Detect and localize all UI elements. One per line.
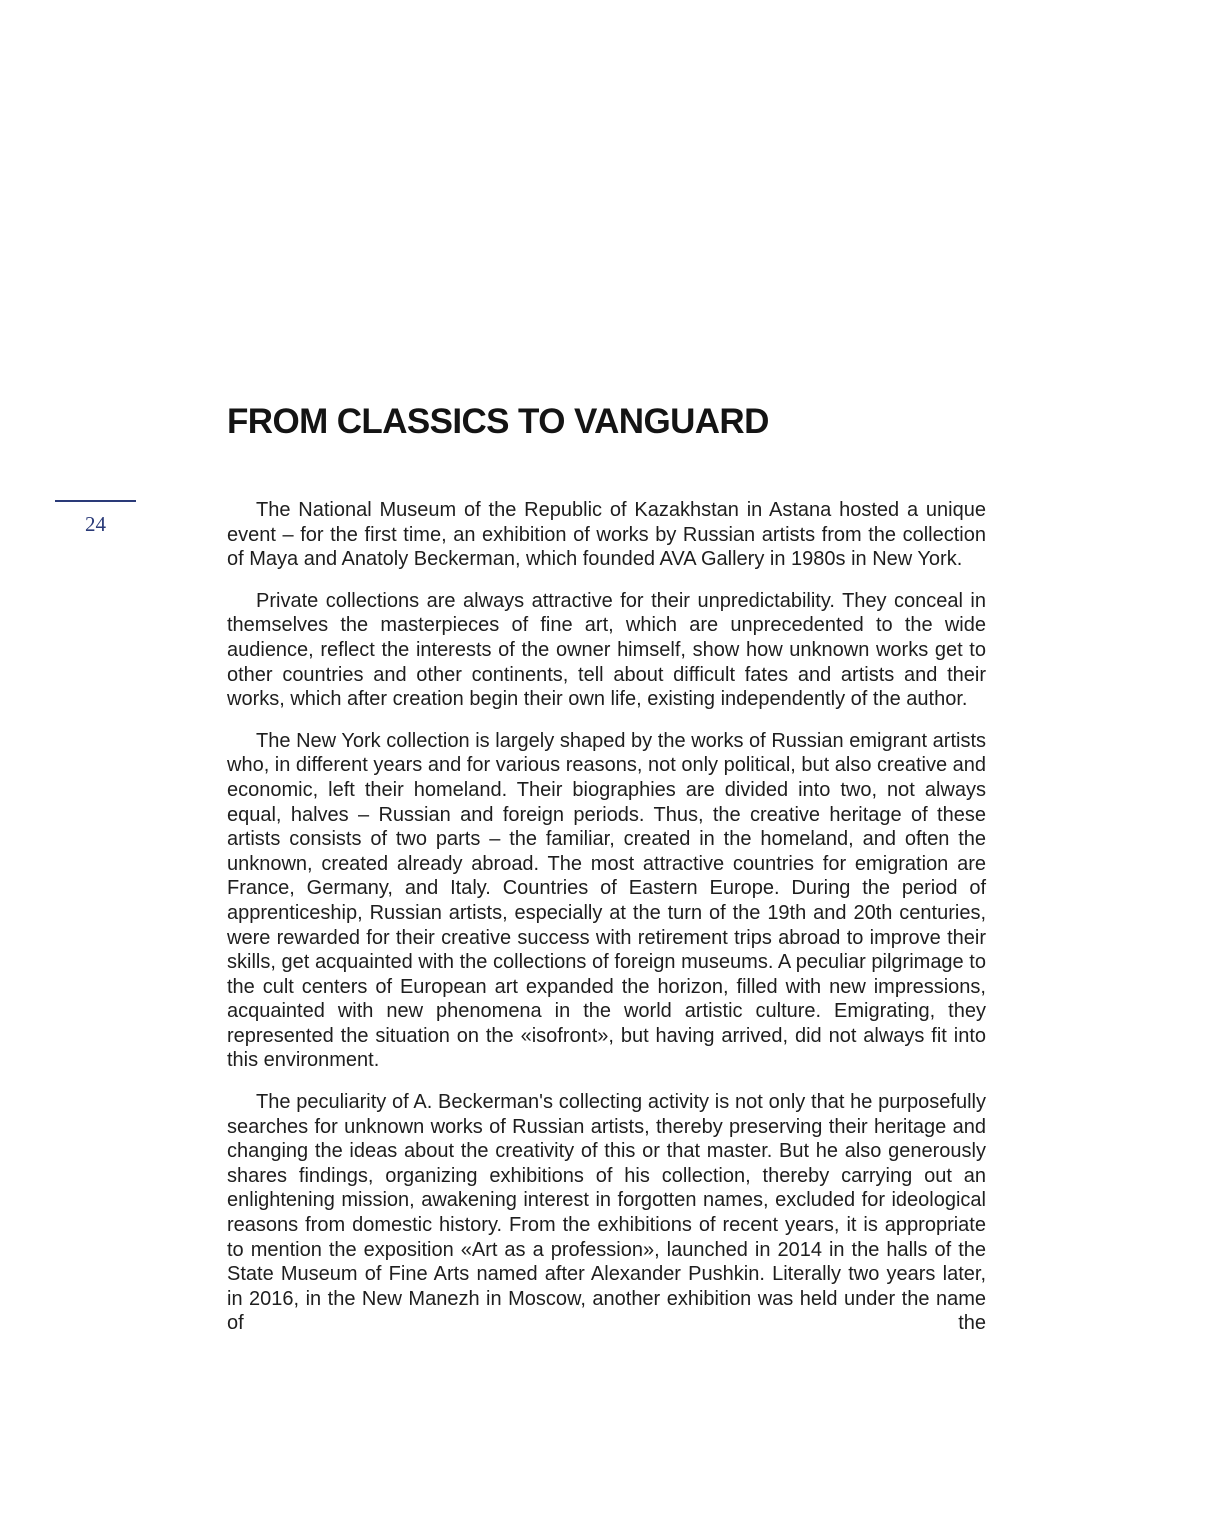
page-number-rule xyxy=(55,500,136,502)
article-title: FROM CLASSICS TO VANGUARD xyxy=(227,402,769,441)
article-body xyxy=(227,498,986,1336)
body-paragraph-2: Private collections are always attractive for their unpredictability. They conceal in themselves the masterpieces of fine art, which are unprecedented to the wide audience, reflect the interests of the owner himself, show how unknown works get to other countries and other continents, tell about difficult fates and artists and their works, which after creation begin their own life, existing independently of the author. xyxy=(227,589,986,711)
body-paragraph-1: The National Museum of the Republic of Kazakhstan in Astana hosted a unique event – for the first time, an exhibition of works by Russian artists from the collection of Maya and Anatoly Beckerman, which founded AVA Gallery in 1980s in New York. xyxy=(227,499,986,571)
body-paragraph-3: The New York collection is largely shaped by the works of Russian emigrant artists who, in different years and for various reasons, not only political, but also creative and economic, left their homeland. Their biographies are divided into two, not always equal, halves – Russian and foreign periods. Thus, the creative heritage of these artists consists of two parts – the familiar, created in the homeland, and often the unknown, created already abroad. The most attractive countries for emigration are France, Germany, and Italy. Countries of Eastern Europe. During the period of apprenticeship, Russian artists, especially at the turn of the 19th and 20th centuries, were rewarded for their creative success with retirement trips abroad to improve their skills, get acquainted with the collections of foreign museums. A peculiar pilgrimage to the cult centers of European art expanded the horizon, filled with new impressions, acquainted with new phenomena in the world artistic culture. Emigrating, they represented the situation on the «isofront», but having arrived, did not always fit into this environment. xyxy=(227,729,986,1072)
body-paragraph-4: The peculiarity of A. Beckerman's collecting activity is not only that he purposefully searches for unknown works of Russian artists, thereby preserving their heritage and changing the ideas about the creativity of this or that master. But he also generously shares findings, organizing exhibitions of his collection, thereby carrying out an enlightening mission, awakening interest in forgotten names, excluded for ideological reasons from domestic history. From the exhibitions of recent years, it is appropriate to mention the exposition «Art as a profession», launched in 2014 in the halls of the State Museum of Fine Arts named after Alexander Pushkin. Literally two years later, in 2016, in the New Manezh in Moscow, another exhibition was held under the name of the xyxy=(227,1091,986,1335)
page-number: 24 xyxy=(85,512,106,536)
